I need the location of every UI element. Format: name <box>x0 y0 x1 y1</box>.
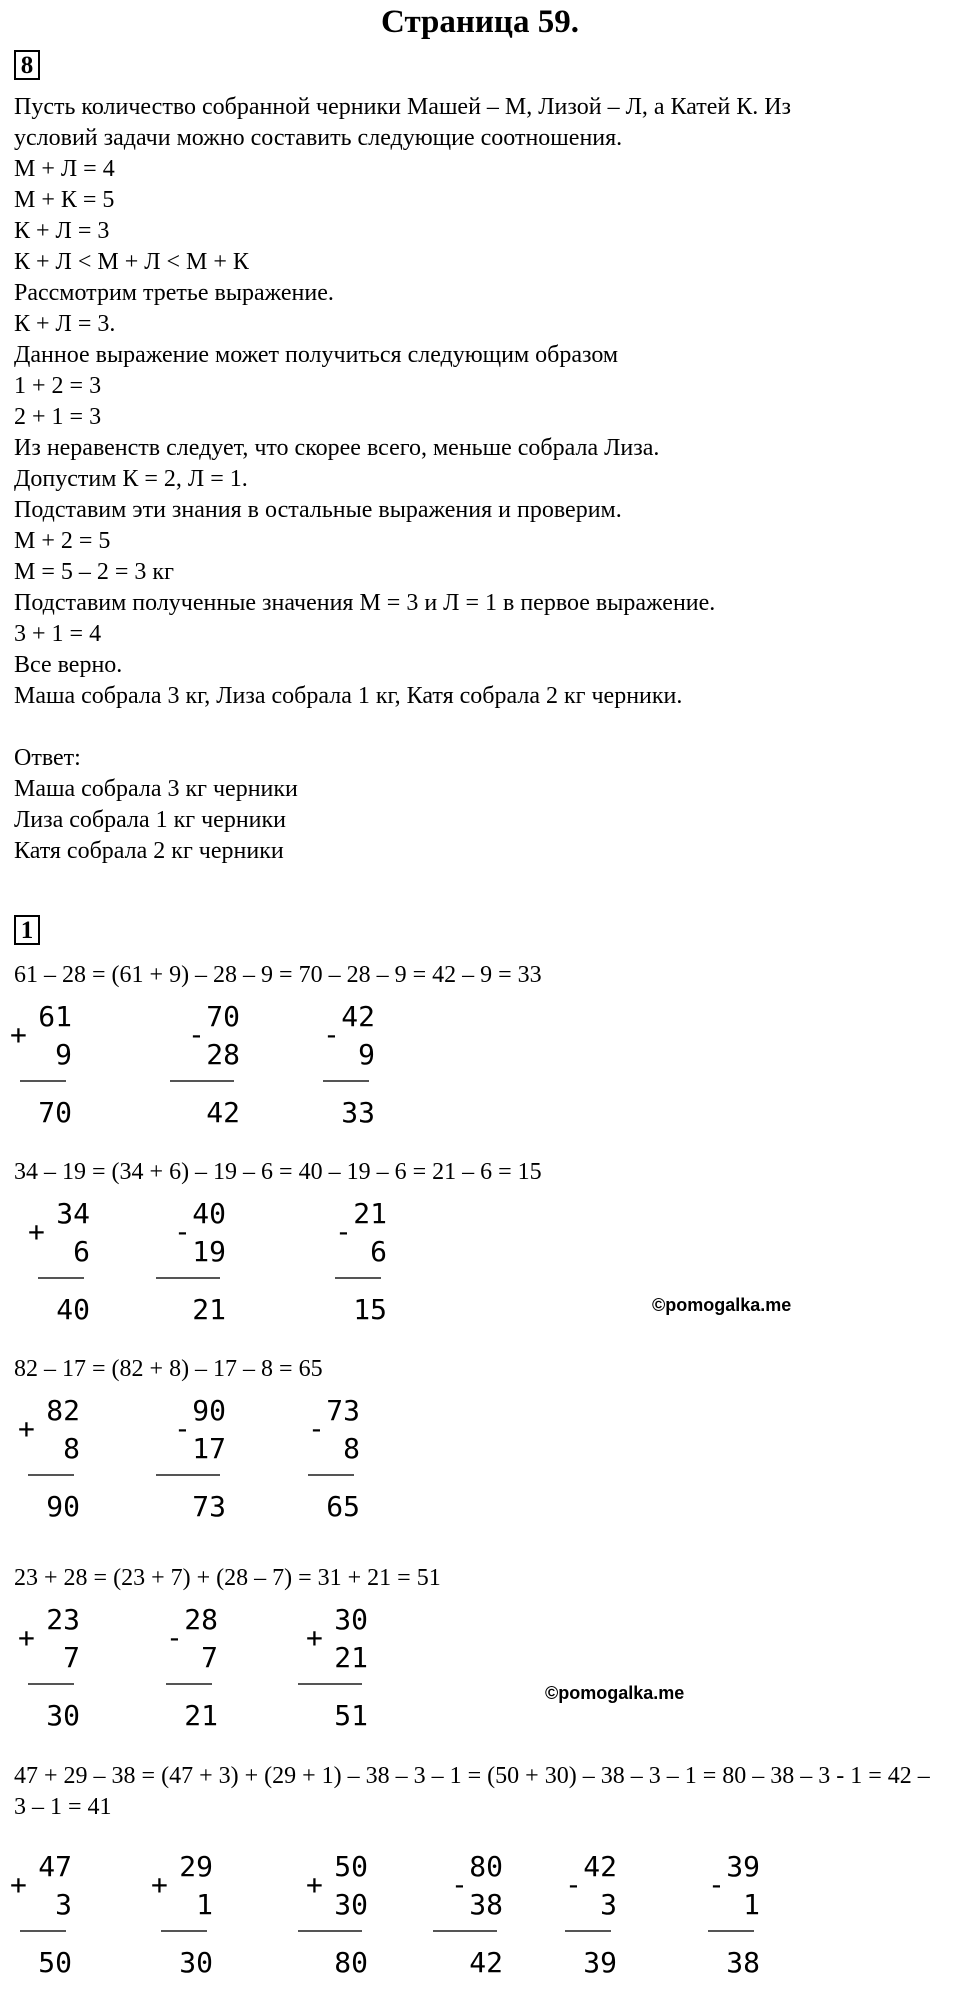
sum-line <box>298 1930 362 1932</box>
sum-line <box>166 1683 212 1685</box>
result: 30 <box>179 1946 213 1979</box>
minus-sign: - <box>188 1018 205 1051</box>
column-calculation <box>20 1197 90 1337</box>
sum-line <box>156 1277 220 1279</box>
result: 90 <box>46 1490 80 1523</box>
result: 40 <box>56 1293 90 1326</box>
minus-sign: - <box>174 1412 191 1445</box>
solution-line: Данное выражение может получиться следующим образом <box>14 342 619 368</box>
equation-5: 47 + 29 – 38 = (47 + 3) + (29 + 1) – 38 – 3 – 1 = (50 + 30) – 38 – 3 – 1 = 80 – 38 – 3 - 1 = 42 – 3 – 1 = 41 <box>14 1763 930 1820</box>
operand-top: 70 <box>206 1000 240 1033</box>
sum-line <box>433 1930 497 1932</box>
operand-bottom: 1 <box>196 1888 213 1921</box>
operand-top: 61 <box>38 1000 72 1033</box>
solution-line: 2 + 1 = 3 <box>14 404 102 430</box>
operand-bottom: 38 <box>469 1888 503 1921</box>
minus-sign: - <box>308 1412 325 1445</box>
operand-bottom: 7 <box>63 1641 80 1674</box>
sum-line <box>161 1930 207 1932</box>
solution-line: Рассмотрим третье выражение. <box>14 280 334 306</box>
solution-line: Маша собрала 3 кг черники <box>14 776 298 802</box>
sum-line <box>308 1474 354 1476</box>
operand-bottom: 9 <box>55 1038 72 1071</box>
column-calculation <box>690 1850 760 1990</box>
page-title: Страница 59. <box>381 4 579 40</box>
solution-line: 3 + 1 = 4 <box>14 621 102 647</box>
sum-line <box>28 1683 74 1685</box>
plus-sign: + <box>306 1868 323 1901</box>
sum-line <box>20 1080 66 1082</box>
operand-top: 50 <box>334 1850 368 1883</box>
operand-bottom: 3 <box>55 1888 72 1921</box>
sum-line <box>170 1080 234 1082</box>
solution-line: Ответ: <box>14 745 81 771</box>
operand-top: 73 <box>326 1394 360 1427</box>
result: 21 <box>184 1699 218 1732</box>
solution-line: Катя собрала 2 кг черники <box>14 838 284 864</box>
column-calculation <box>10 1394 80 1534</box>
operand-top: 47 <box>38 1850 72 1883</box>
sum-line <box>156 1474 220 1476</box>
minus-sign: - <box>174 1215 191 1248</box>
operand-bottom: 30 <box>334 1888 368 1921</box>
solution-line: Допустим К = 2, Л = 1. <box>14 466 248 492</box>
task-8-number: 8 <box>14 50 40 80</box>
sum-line <box>20 1930 66 1932</box>
operand-bottom: 7 <box>201 1641 218 1674</box>
column-calculation <box>156 1197 226 1337</box>
solution-line: М = 5 – 2 = 3 кг <box>14 559 174 585</box>
operand-top: 39 <box>726 1850 760 1883</box>
sum-line <box>323 1080 369 1082</box>
plus-sign: + <box>10 1868 27 1901</box>
operand-bottom: 17 <box>192 1432 226 1465</box>
minus-sign: - <box>708 1868 725 1901</box>
column-calculation <box>305 1000 375 1140</box>
watermark: ©pomogalka.me <box>652 1295 792 1315</box>
solution-line: Подставим эти знания в остальные выражения и проверим. <box>14 497 622 523</box>
operand-top: 80 <box>469 1850 503 1883</box>
sum-line <box>708 1930 754 1932</box>
column-calculation <box>2 1000 72 1140</box>
result: 50 <box>38 1946 72 1979</box>
operand-top: 34 <box>56 1197 90 1230</box>
solution-line: Из неравенств следует, что скорее всего, меньше собрала Лиза. <box>14 435 660 461</box>
operand-bottom: 19 <box>192 1235 226 1268</box>
solution-line: М + 2 = 5 <box>14 528 111 554</box>
operand-top: 30 <box>334 1603 368 1636</box>
column-calculation <box>143 1850 213 1990</box>
operand-bottom: 9 <box>358 1038 375 1071</box>
plus-sign: + <box>151 1868 168 1901</box>
solution-line: Лиза собрала 1 кг черники <box>14 807 287 833</box>
operand-top: 82 <box>46 1394 80 1427</box>
equation-2: 34 – 19 = (34 + 6) – 19 – 6 = 40 – 19 – 6 = 21 – 6 = 15 <box>14 1159 542 1185</box>
sum-line <box>335 1277 381 1279</box>
result: 30 <box>46 1699 80 1732</box>
operand-top: 42 <box>341 1000 375 1033</box>
operand-top: 42 <box>583 1850 617 1883</box>
column-calculation <box>290 1394 360 1534</box>
solution-line: К + Л = 3. <box>14 311 116 337</box>
column-calculation <box>317 1197 387 1337</box>
solution-line: К + Л = 3 <box>14 218 110 244</box>
solution-line: Пусть количество собранной черники Машей – М, Лизой – Л, а Катей К. Из <box>14 94 792 120</box>
solution-line: Подставим полученные значения М = 3 и Л = 1 в первое выражение. <box>14 590 716 616</box>
operand-bottom: 8 <box>63 1432 80 1465</box>
column-calculation <box>156 1394 226 1534</box>
sum-line <box>38 1277 84 1279</box>
task-1-number: 1 <box>14 915 40 945</box>
result: 38 <box>726 1946 760 1979</box>
operand-top: 23 <box>46 1603 80 1636</box>
solution-line: М + Л = 4 <box>14 156 115 182</box>
sum-line <box>565 1930 611 1932</box>
column-calculation <box>298 1850 368 1990</box>
operand-top: 29 <box>179 1850 213 1883</box>
operand-bottom: 6 <box>73 1235 90 1268</box>
solution-line: 1 + 2 = 3 <box>14 373 102 399</box>
equation-1: 61 – 28 = (61 + 9) – 28 – 9 = 70 – 28 – 9 = 42 – 9 = 33 <box>14 962 542 988</box>
equation-3: 82 – 17 = (82 + 8) – 17 – 8 = 65 <box>14 1356 323 1382</box>
plus-sign: + <box>18 1412 35 1445</box>
minus-sign: - <box>166 1621 183 1654</box>
column-calculation <box>547 1850 617 1990</box>
minus-sign: - <box>451 1868 468 1901</box>
minus-sign: - <box>335 1215 352 1248</box>
operand-bottom: 6 <box>370 1235 387 1268</box>
solution-line: условий задачи можно составить следующие соотношения. <box>14 125 623 151</box>
column-calculation <box>298 1603 368 1743</box>
plus-sign: + <box>28 1215 45 1248</box>
watermark: ©pomogalka.me <box>545 1683 685 1703</box>
sum-line <box>298 1683 362 1685</box>
operand-top: 90 <box>192 1394 226 1427</box>
result: 80 <box>334 1946 368 1979</box>
result: 70 <box>38 1096 72 1129</box>
operand-bottom: 28 <box>206 1038 240 1071</box>
column-calculation <box>148 1603 218 1743</box>
column-calculation <box>433 1850 503 1990</box>
result: 51 <box>334 1699 368 1732</box>
solution-line <box>14 712 944 743</box>
solution-line: Маша собрала 3 кг, Лиза собрала 1 кг, Катя собрала 2 кг черники. <box>14 683 683 709</box>
result: 42 <box>469 1946 503 1979</box>
solution-line: М + К = 5 <box>14 187 115 213</box>
solution-line: К + Л < М + Л < М + К <box>14 249 249 275</box>
result: 65 <box>326 1490 360 1523</box>
sum-line <box>28 1474 74 1476</box>
plus-sign: + <box>18 1621 35 1654</box>
result: 39 <box>583 1946 617 1979</box>
plus-sign: + <box>306 1621 323 1654</box>
operand-bottom: 21 <box>334 1641 368 1674</box>
result: 42 <box>206 1096 240 1129</box>
result: 15 <box>353 1293 387 1326</box>
minus-sign: - <box>565 1868 582 1901</box>
result: 21 <box>192 1293 226 1326</box>
column-calculation <box>10 1603 80 1743</box>
task-8-solution <box>14 92 944 867</box>
operand-top: 28 <box>184 1603 218 1636</box>
solution-line: Все верно. <box>14 652 123 678</box>
equation-4: 23 + 28 = (23 + 7) + (28 – 7) = 31 + 21 = 51 <box>14 1565 441 1591</box>
operand-bottom: 8 <box>343 1432 360 1465</box>
result: 73 <box>192 1490 226 1523</box>
operand-bottom: 1 <box>743 1888 760 1921</box>
operand-top: 21 <box>353 1197 387 1230</box>
operand-bottom: 3 <box>600 1888 617 1921</box>
minus-sign: - <box>323 1018 340 1051</box>
operand-top: 40 <box>192 1197 226 1230</box>
column-calculation <box>2 1850 72 1990</box>
result: 33 <box>341 1096 375 1129</box>
column-calculation <box>170 1000 240 1140</box>
plus-sign: + <box>10 1018 27 1051</box>
